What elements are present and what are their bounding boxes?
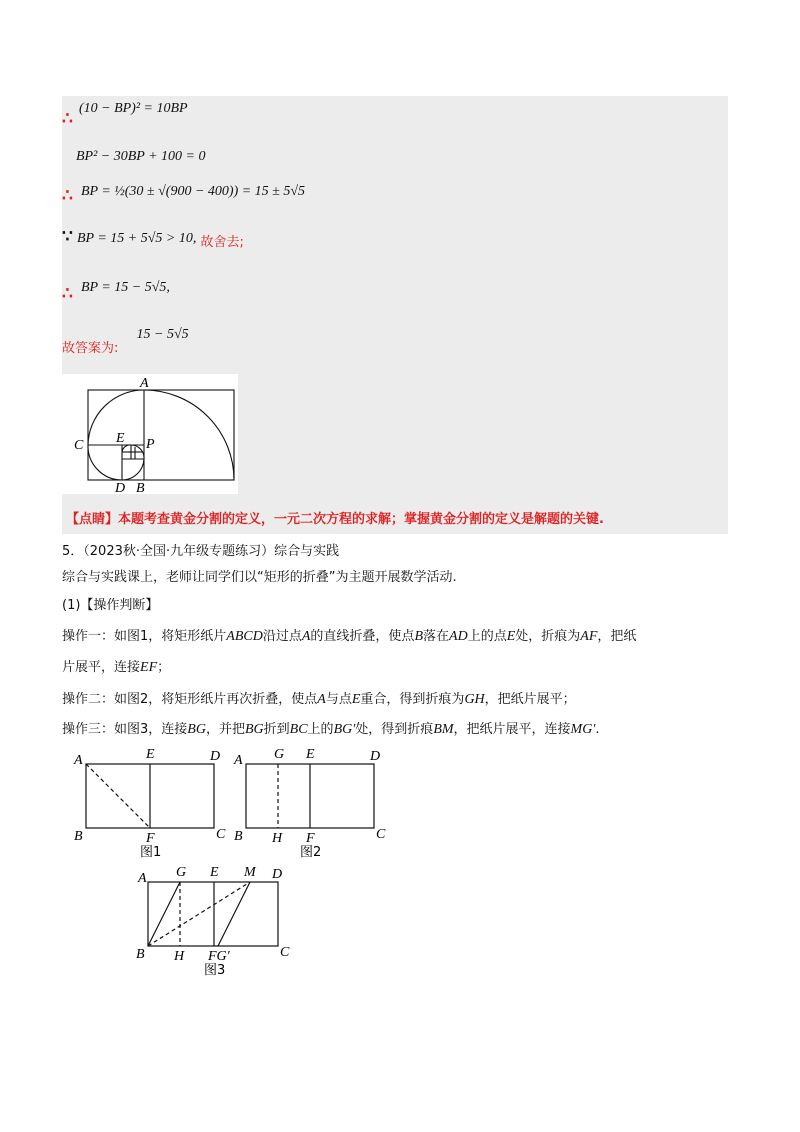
problem-header: 5．（2023秋·全国·九年级专题练习）综合与实践: [62, 544, 340, 559]
operation-1-line-1: [62, 629, 636, 645]
op1-text: 片展平，连接: [62, 660, 141, 675]
fig3-label-M: M: [244, 865, 256, 880]
fig1-label-F: F: [146, 831, 155, 846]
op2-text: 重合，得到折痕为: [360, 692, 465, 707]
op1-text: 操作一：如图1，将矩形纸片: [62, 629, 227, 644]
equation-4: BP = 15 + 5√5 > 10,: [76, 231, 197, 246]
equation-5: BP = 15 − 5√5,: [80, 280, 170, 295]
op3-math: BM: [433, 722, 454, 737]
fig3-caption: 图3: [204, 963, 226, 978]
op2-math: A: [317, 692, 326, 707]
fig2-label-A: A: [234, 753, 243, 768]
answer-line: [62, 327, 189, 356]
op2-text: ，把纸片展平；: [484, 692, 576, 707]
equation-2: BP² − 30BP + 100 = 0: [76, 149, 206, 164]
fig1-label-C: C: [216, 827, 226, 842]
op1-text: ；: [157, 660, 171, 675]
op2-text: 与点: [325, 692, 352, 707]
fig2-caption: 图2: [300, 845, 322, 860]
fig2-label-D: D: [370, 749, 381, 764]
fig1-label-E: E: [146, 747, 155, 762]
fig3-label-G: G: [176, 865, 187, 880]
op1-text: 上的点: [467, 629, 507, 644]
fig1-caption: 图1: [140, 845, 162, 860]
op3-math: BG: [244, 722, 264, 737]
fig3-label-D: D: [272, 867, 283, 882]
op1-text: ，把纸: [597, 629, 637, 644]
op1-text: 处，折痕为: [515, 629, 581, 644]
op1-math: B: [414, 629, 423, 644]
spiral-label-P: P: [146, 437, 155, 452]
op3-text: .: [595, 722, 600, 737]
op1-text: 落在: [423, 629, 450, 644]
because-symbol: ∵: [62, 227, 73, 247]
op1-text: 的直线折叠，使点: [310, 629, 415, 644]
fig3-label-E: E: [210, 865, 219, 880]
therefore-symbol: ∴: [62, 284, 73, 304]
therefore-symbol: ∴: [62, 109, 73, 129]
answer-label: 故答案为:: [62, 341, 119, 356]
answer-value: 15 − 5√5: [136, 327, 189, 342]
figure-3: [134, 862, 304, 982]
fig2-label-G: G: [274, 747, 285, 762]
solution-line-4: [62, 227, 244, 250]
op3-math: BG′: [333, 722, 356, 737]
fig3-label-FG: FG′: [208, 949, 230, 964]
op2-math: E: [351, 692, 361, 707]
solution-line-3: [62, 183, 306, 206]
discard-note: 故舍去;: [200, 235, 244, 250]
fig2-label-C: C: [376, 827, 386, 842]
op3-math: BG: [187, 722, 206, 737]
solution-line-2: [76, 149, 206, 165]
equation-3: BP = ½(30 ± √(900 − 400)) = 15 ± 5√5: [80, 184, 306, 199]
op1-math: A: [301, 629, 311, 644]
spiral-label-C: C: [74, 438, 84, 453]
spiral-label-A: A: [140, 376, 149, 391]
op1-math: AD: [449, 629, 468, 644]
op3-text: 上的: [307, 722, 334, 737]
spiral-label-D: D: [115, 481, 126, 494]
operation-2: [62, 692, 576, 708]
op3-text: ，并把: [205, 722, 245, 737]
fig3-label-B: B: [136, 947, 145, 962]
fig1-label-B: B: [74, 829, 83, 844]
op2-text: 操作二：如图2，将矩形纸片再次折叠，使点: [62, 692, 318, 707]
op1-math: E: [506, 629, 516, 644]
op3-text: 操作三：如图3，连接: [62, 722, 188, 737]
figure-2: [232, 746, 392, 864]
op1-text: 沿过点: [262, 629, 302, 644]
solution-line-5: [62, 279, 170, 304]
therefore-symbol: ∴: [62, 186, 73, 206]
operation-3: [62, 722, 600, 738]
fig2-label-E: E: [306, 747, 315, 762]
fig3-label-H: H: [174, 949, 185, 964]
figure-1: [72, 746, 232, 864]
spiral-label-B: B: [136, 481, 145, 494]
spiral-label-E: E: [116, 431, 125, 446]
fig3-label-C: C: [280, 945, 290, 960]
op1-math: AF: [580, 629, 598, 644]
fig1-label-D: D: [210, 749, 221, 764]
op2-math: GH: [464, 692, 485, 707]
operation-1-line-2: [62, 660, 170, 676]
solution-line-1: [62, 100, 188, 129]
fig2-label-H: H: [272, 831, 283, 846]
fig3-label-A: A: [138, 871, 147, 886]
part-1-heading: (1)【操作判断】: [62, 598, 159, 613]
fig1-label-A: A: [74, 753, 83, 768]
op1-math: ABCD: [226, 629, 263, 644]
problem-intro: 综合与实践课上，老师让同学们以“矩形的折叠”为主题开展数学活动.: [62, 570, 457, 585]
op3-text: 折到: [263, 722, 290, 737]
op3-math: BC: [289, 722, 308, 737]
op3-text: ，把纸片展平，连接: [453, 722, 571, 737]
op1-math: EF: [140, 660, 158, 675]
golden-spiral-figure: [62, 374, 238, 494]
key-point-comment: 【点睛】本题考查黄金分割的定义，一元二次方程的求解；掌握黄金分割的定义是解题的关键.: [66, 512, 604, 527]
op3-math: MG′: [570, 722, 596, 737]
op3-text: 处，得到折痕: [355, 722, 434, 737]
fig2-label-B: B: [234, 829, 243, 844]
fig2-label-F: F: [306, 831, 315, 846]
equation-1: (10 − BP)² = 10BP: [78, 101, 188, 116]
